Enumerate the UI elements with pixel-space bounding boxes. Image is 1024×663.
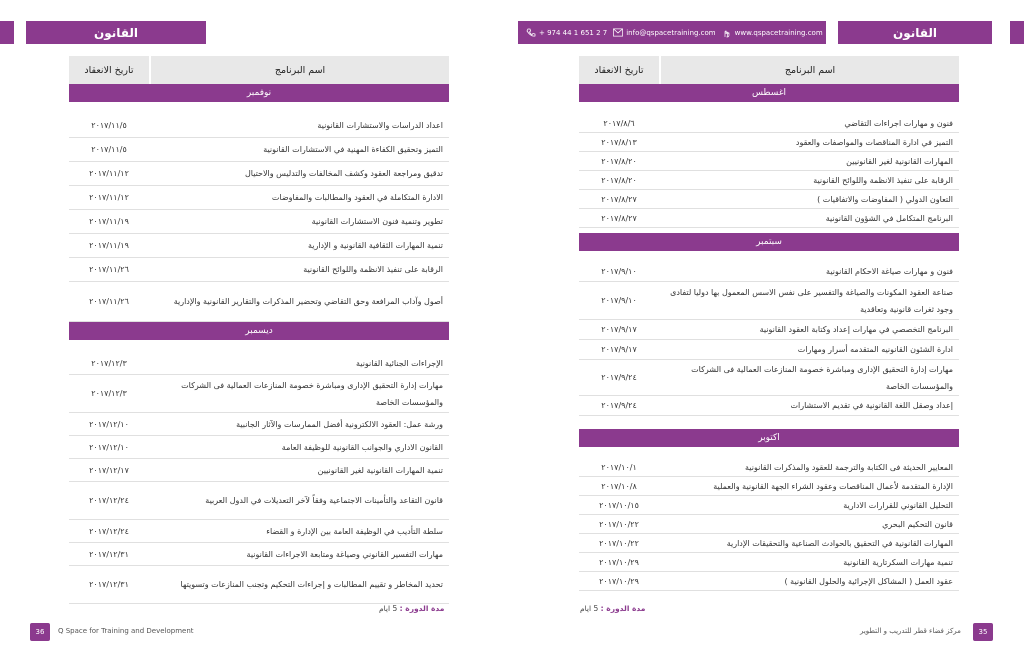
program-date: ٢٠١٧/١٢/١٠ <box>89 442 129 452</box>
program-name: تطوير وتنمية فنون الاستشارات القانونية <box>311 217 443 226</box>
section-header-august: اغسطس <box>579 84 959 102</box>
table-row <box>69 436 449 459</box>
program-date: ٢٠١٧/١٢/١٠ <box>89 419 129 429</box>
program-name: التحليل القانوني للقرارات الادارية <box>843 500 953 510</box>
program-name: عقود العمل ( المشاكل الإجرائية والحلول القانونية ) <box>784 576 953 586</box>
program-date: ٢٠١٧/١٢/٣١ <box>89 549 129 559</box>
program-name: تنمية المهارات القانونية لغير القانونيين <box>317 465 443 475</box>
right-schedule-table <box>579 56 959 586</box>
email-item <box>613 28 715 38</box>
left-schedule-table <box>69 56 449 589</box>
program-date: ٢٠١٧/١٢/٣ <box>91 358 127 368</box>
table-row <box>69 186 449 210</box>
table-row <box>579 458 959 477</box>
program-date: ٢٠١٧/٨/٢٧ <box>601 194 637 204</box>
table-row <box>579 190 959 209</box>
table-row <box>579 515 959 534</box>
table-row <box>69 459 449 482</box>
section-header-october: اكتوبر <box>579 429 959 447</box>
table-row <box>579 282 959 320</box>
program-date: ٢٠١٧/٨/١٣ <box>601 137 637 147</box>
program-date: ٢٠١٧/١٢/١٧ <box>89 465 129 475</box>
table-row <box>69 114 449 138</box>
program-date: ٢٠١٧/١٠/١٥ <box>599 500 639 510</box>
left-footer-text: Q Space for Training and Development <box>58 627 194 635</box>
left-page-number: 36 <box>30 623 50 641</box>
column-header-date: تاريخ الانعقاد <box>579 56 659 84</box>
table-row <box>69 566 449 604</box>
phone-number[interactable]: + 974 44 1 651 2 7 <box>539 28 608 37</box>
program-date: ٢٠١٧/١٠/٨ <box>601 481 637 491</box>
table-row <box>579 396 959 416</box>
right-page-title: القانون <box>838 21 992 44</box>
program-name: القانون الاداري والجوانب القانونية للوظيفة العامة <box>281 442 443 452</box>
september-rows <box>579 262 959 416</box>
program-date: ٢٠١٧/١١/١٢ <box>89 169 129 178</box>
table-row <box>579 553 959 572</box>
section-header-november: نوفمبر <box>69 84 449 102</box>
program-name: تنمية مهارات السكرتارية القانونية <box>843 557 953 567</box>
december-rows <box>69 352 449 604</box>
program-date: ٢٠١٧/١١/٢٦ <box>89 265 129 274</box>
program-date: ٢٠١٧/١٠/٢٩ <box>599 557 639 567</box>
header-bar-right-edge <box>1010 21 1024 44</box>
right-footer-text: مركز فضاء قطر للتدريب و التطوير <box>860 627 961 635</box>
table-row <box>579 152 959 171</box>
table-row <box>579 340 959 360</box>
program-name: سلطة التأديب في الوظيفة العامة بين الإدارة و القضاء <box>266 526 443 536</box>
duration-label: مدة الدورة : <box>600 604 646 613</box>
program-name: تحديد المخاطر و تقييم المطالبات و إجراءات التحكيم وتجنب المنازعات وتسويتها <box>180 580 443 589</box>
table-row <box>69 482 449 520</box>
program-date: ٢٠١٧/١٠/٢٢ <box>599 538 639 548</box>
table-header <box>69 56 449 84</box>
program-date: ٢٠١٧/٩/١٠ <box>601 267 637 276</box>
program-name: المعايير الحديثة فى الكتابة والترجمة للعقود والمذكرات القانونية <box>745 462 953 472</box>
program-date: ٢٠١٧/٨/٦ <box>603 118 635 128</box>
table-row <box>579 496 959 515</box>
table-row <box>579 360 959 396</box>
table-row <box>579 477 959 496</box>
table-row <box>579 209 959 228</box>
program-name: تنمية المهارات الثقافية القانونية و الإدارية <box>307 241 443 250</box>
table-row <box>579 171 959 190</box>
program-date: ٢٠١٧/١١/٢٦ <box>89 297 129 306</box>
left-duration-note <box>379 604 444 613</box>
table-row <box>69 543 449 566</box>
section-header-september: سبتمبر <box>579 233 959 251</box>
program-name: الادارة المتكاملة في العقود والمطالبات والمفاوضات <box>271 193 443 202</box>
november-rows <box>69 114 449 322</box>
program-name: التميز في ادارة المناقصات والمواصفات والعقود <box>795 137 953 147</box>
program-name: إعداد وصقل اللغة القانونية في تقديم الاستشارات <box>790 401 953 410</box>
program-name: مهارات إدارة التحقيق الإدارى ومباشرة خصومة المنازعات العمالية فى الشركات والمؤسسات الخاصة <box>691 364 953 391</box>
program-name: الإجراءات الجنائية القانونية <box>355 358 443 368</box>
right-page-number: 35 <box>973 623 993 641</box>
program-date: ٢٠١٧/١٢/٢٤ <box>89 526 129 536</box>
program-name: التميز وتحقيق الكفاءة المهنية في الاستشارات القانونية <box>263 145 443 154</box>
program-name: اعداد الدراسات والاستشارات القانونية <box>317 121 443 130</box>
program-name: قانون التقاعد والتأمينات الاجتماعية وفقاً لآخر التعديلات في الدول العربية <box>205 496 443 505</box>
table-row <box>69 520 449 543</box>
web-icon <box>722 28 732 38</box>
program-date: ٢٠١٧/١١/٥ <box>91 145 127 154</box>
program-date: ٢٠١٧/١٠/٢٢ <box>599 519 639 529</box>
program-name: التعاون الدولي ( المفاوضات والاتفاقيات ) <box>817 194 953 204</box>
table-row <box>69 234 449 258</box>
program-name: الرقابة على تنفيذ الانظمة واللوائح القانونية <box>813 175 953 185</box>
website-link[interactable]: www.qspacetraining.com <box>734 28 823 37</box>
email-icon <box>613 28 623 38</box>
program-date: ٢٠١٧/١٢/٣١ <box>89 580 129 589</box>
october-rows <box>579 458 959 591</box>
program-name: مهارات التفسير القانوني وصياغة ومتابعة الاجراءات القانونية <box>246 549 443 559</box>
header-bar-left-edge <box>0 21 14 44</box>
table-header <box>579 56 959 84</box>
program-name: البرنامج المتكامل في الشؤون القانونية <box>825 213 953 223</box>
program-name: المهارات القانونية لغير القانونيين <box>846 156 953 166</box>
program-date: ٢٠١٧/٩/٢٤ <box>601 373 637 382</box>
program-date: ٢٠١٧/١١/٥ <box>91 121 127 130</box>
table-row <box>69 413 449 436</box>
table-row <box>579 133 959 152</box>
program-name: الإدارة المتقدمة لأعمال المناقصات وعقود الشراء الجهة القانونية والعملية <box>713 481 953 491</box>
program-date: ٢٠١٧/٨/٢٠ <box>601 156 637 166</box>
email-address[interactable]: info@qspacetraining.com <box>626 28 716 37</box>
table-row <box>579 572 959 591</box>
program-date: ٢٠١٧/٨/٢٠ <box>601 175 637 185</box>
program-name: فنون و مهارات اجراءات التقاضي <box>844 118 953 128</box>
program-name: مهارات إدارة التحقيق الإدارى ومباشرة خصومة المنازعات العمالية فى الشركات والمؤسسات الخاصة <box>181 380 443 407</box>
program-name: ورشة عمل: العقود الالكترونية أفضل الممارسات والآثار الجانبية <box>236 419 443 429</box>
program-date: ٢٠١٧/٩/٢٤ <box>601 401 637 410</box>
program-name: المهارات القانونية في التحقيق بالحوادث الصناعية والتحقيقات الإدارية <box>726 538 953 548</box>
august-rows <box>579 114 959 228</box>
program-date: ٢٠١٧/١٢/٢٤ <box>89 496 129 505</box>
program-date: ٢٠١٧/٩/١٠ <box>601 296 637 305</box>
table-row <box>69 258 449 282</box>
table-row <box>579 320 959 340</box>
duration-label: مدة الدورة : <box>399 604 445 613</box>
program-date: ٢٠١٧/٩/١٧ <box>601 325 637 334</box>
program-name: تدقيق ومراجعة العقود وكشف المخالفات والتدليس والاحتيال <box>244 169 443 178</box>
program-date: ٢٠١٧/٨/٢٧ <box>601 213 637 223</box>
table-row <box>579 114 959 133</box>
program-name: أصول وآداب المرافعة وحق التقاضي وتحضير المذكرات والتقارير القانونية والإدارية <box>173 297 443 306</box>
program-date: ٢٠١٧/٩/١٧ <box>601 345 637 354</box>
table-row <box>69 138 449 162</box>
program-name: فنون و مهارات صياغة الاحكام القانونية <box>826 267 953 276</box>
column-header-program: اسم البرنامج <box>151 56 449 84</box>
program-name: صناعة العقود المكونات والصياغة والتفسير على نفس الاسس المعمول بها دوليا لتفادى وجود ثغرات قانونية وتعاقدية <box>670 287 953 314</box>
table-row <box>579 534 959 553</box>
web-item <box>722 28 823 38</box>
program-date: ٢٠١٧/١١/١٩ <box>89 241 129 250</box>
table-row <box>69 375 449 413</box>
program-name: الرقابة على تنفيذ الانظمة واللوائح القانونية <box>303 265 443 274</box>
program-date: ٢٠١٧/١٠/٢٩ <box>599 576 639 586</box>
phone-item <box>526 28 607 38</box>
program-date: ٢٠١٧/١٢/٣ <box>91 389 127 398</box>
column-header-date: تاريخ الانعقاد <box>69 56 149 84</box>
section-header-december: ديسمبر <box>69 322 449 340</box>
program-name: ادارة الشئون القانونيه المتقدمه أسرار ومهارات <box>797 345 953 354</box>
table-row <box>579 262 959 282</box>
right-duration-note <box>580 604 645 613</box>
phone-icon <box>526 28 536 38</box>
column-header-program: اسم البرنامج <box>661 56 959 84</box>
program-date: ٢٠١٧/١١/١٢ <box>89 193 129 202</box>
contact-bar <box>518 21 826 44</box>
program-date: ٢٠١٧/١٠/١ <box>601 462 637 472</box>
table-row <box>69 210 449 234</box>
program-name: قانون التحكيم البحري <box>882 519 953 529</box>
left-page-title: القانون <box>26 21 206 44</box>
table-row <box>69 162 449 186</box>
table-row <box>69 352 449 375</box>
duration-value: 5 ايام <box>580 604 599 613</box>
program-name: البرنامج التخصصي في مهارات إعداد وكتابة العقود القانونية <box>759 325 953 334</box>
duration-value: 5 ايام <box>379 604 398 613</box>
program-date: ٢٠١٧/١١/١٩ <box>89 217 129 226</box>
table-row <box>69 282 449 322</box>
